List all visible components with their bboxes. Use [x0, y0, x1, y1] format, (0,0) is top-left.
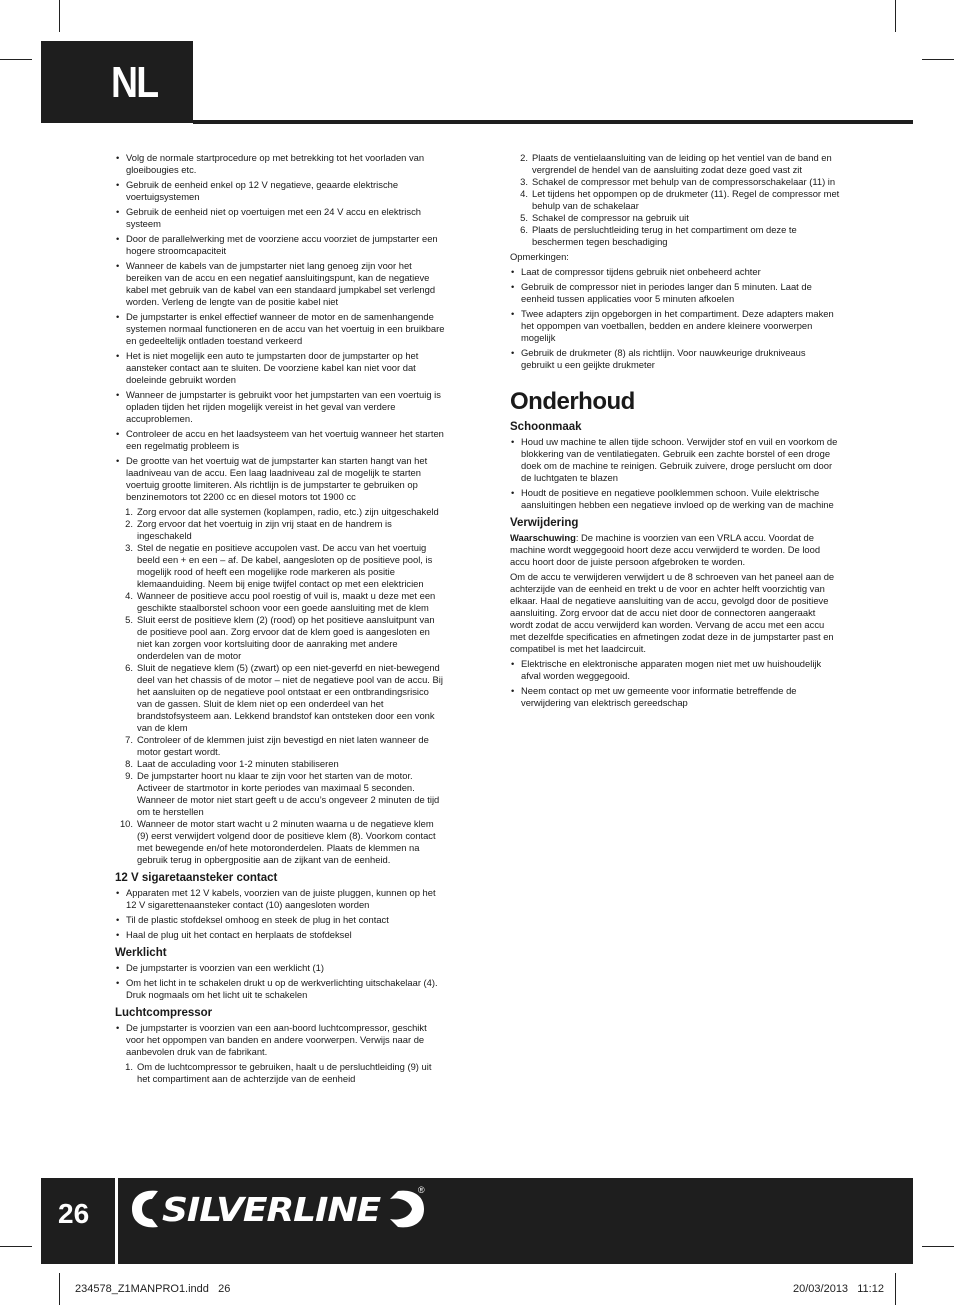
- list-item: • Laat de compressor tijdens gebruik niet onbeheerd achter: [510, 266, 840, 278]
- list-item: • Gebruik de compressor niet in periodes langer dan 5 minuten. Laat de eenheid tussen applicaties voor 5 minuten afkoelen: [510, 281, 840, 305]
- crop-mark: [922, 59, 954, 60]
- crop-mark: [59, 1273, 60, 1305]
- subheading-disposal: Verwijdering: [510, 517, 579, 529]
- list-item: • Door de parallelwerking met de voorziene accu voorziet de jumpstarter een hogere stroomcapaciteit: [115, 233, 445, 257]
- list-item: • Gebruik de eenheid niet op voertuigen met een 24 V accu en elektrisch systeem: [115, 206, 445, 230]
- crop-mark: [895, 0, 896, 32]
- remarks-bullets: [510, 266, 840, 371]
- list-item: • Het is niet mogelijk een auto te jumpstarten door de jumpstarter op het aansteker contact aan te sluiten. De voorziene kabel kan niet voor dat doeleinde gebruikt worden: [115, 350, 445, 386]
- list-item: • De jumpstarter is voorzien van een werklicht (1): [115, 962, 445, 974]
- date-info: 20/03/2013 11:12: [793, 1283, 884, 1295]
- list-item: 6. Plaats de persluchtleiding terug in het compartiment om deze te beschermen tegen beschadiging: [520, 224, 797, 247]
- list-item: 6. Sluit de negatieve klem (5) (zwart) op een niet-geverfd en niet-bewegend deel van het chassis of de motor – niet de negatieve pool van de accu. Bij het aansluiten op de negatieve pool ontstaat er een ontbrandingsrisico van de gassen. Sluit de klem niet op een onderdeel van het brandstofsysteem aan. Lekkend brandstof kan ontsteken door een vonk van de klem: [125, 662, 443, 733]
- file-info: 234578_Z1MANPRO1.indd 26: [75, 1283, 231, 1295]
- remarks-label: Opmerkingen:: [510, 251, 569, 262]
- subheading-air-compressor: Luchtcompressor: [115, 1007, 213, 1019]
- list-item: • Houdt de positieve en negatieve poolklemmen schoon. Vuile elektrische aansluitingen hebben een negatieve invloed op de werking van de machine: [510, 487, 840, 511]
- list-item: • De grootte van het voertuig wat de jumpstarter kan starten hangt van het laadniveau van de accu. Een laag laadniveau zal de mogelijk te starten voertuig grootte limiteren. Als richtlijn is de jumpstarter te gebruiken op benzinemotors tot 2200 cc en diesel motors tot 1900 cc: [115, 455, 445, 503]
- section-title-maintenance: Onderhoud: [510, 388, 635, 415]
- intro-bullets: [115, 152, 445, 503]
- crop-mark: [922, 1246, 954, 1247]
- list-item: 8. Laat de acculading voor 1-2 minuten stabiliseren: [125, 758, 339, 769]
- list-item: 3. Schakel de compressor met behulp van de compressorschakelaar (11) in: [520, 176, 836, 187]
- disposal-bullets: [510, 658, 840, 709]
- list-item: • Volg de normale startprocedure op met betrekking tot het voorladen van gloeibougies etc.: [115, 152, 445, 176]
- list-item: • De jumpstarter is enkel effectief wanneer de motor en de samenhangende systemen normaal functioneren en de accu van het voertuig in een bruikbare en gedeeltelijk ontladen toestand verkeerd: [115, 311, 445, 347]
- list-item: 2. Plaats de ventielaansluiting van de leiding op het ventiel van de band en vergrendel de hendel van de aansluiting zodat deze goed vast zit: [520, 152, 832, 175]
- list-item: • Gebruik de eenheid enkel op 12 V negatieve, geaarde elektrische voertuigsystemen: [115, 179, 445, 203]
- list-item: 4. Let tijdens het oppompen op de drukmeter (11). Regel de compressor met behulp van de schakelaar: [520, 188, 840, 211]
- list-item: 10. Wanneer de motor start wacht u 2 minuten waarna u de negatieve klem (9) eerst verwijdert volgend door de positieve klem (8). Voorkom contact met bewegende en/of hete motoronderdelen. Plaats de klemmen na gebruik terug in opbergpositie aan de zijkant van de eenheid.: [119, 818, 436, 865]
- list-item: • Haal de plug uit het contact en herplaats de stofdeksel: [115, 929, 445, 941]
- work-light-bullets: [115, 962, 445, 1001]
- cigarette-bullets: [115, 887, 445, 941]
- subheading-work-light: Werklicht: [115, 947, 167, 959]
- page-number: 26: [58, 1198, 90, 1229]
- subheading-cleaning: Schoonmaak: [510, 421, 582, 433]
- list-item: 1. Zorg ervoor dat alle systemen (koplampen, radio, etc.) zijn uitgeschakeld: [125, 506, 439, 517]
- list-item: • Neem contact op met uw gemeente voor informatie betreffende de verwijdering van elektrisch gereedschap: [510, 685, 840, 709]
- list-item: • Apparaten met 12 V kabels, voorzien van de juiste pluggen, kunnen op het 12 V sigarettenaansteker contact (10) aangesloten worden: [115, 887, 445, 911]
- subheading-cigarette-socket: 12 V sigaretaansteker contact: [115, 872, 278, 884]
- left-column: [115, 152, 445, 1088]
- list-item: 1. Om de luchtcompressor te gebruiken, haalt u de persluchtleiding (9) uit het compartiment aan de achterzijde van de eenheid: [125, 1061, 432, 1084]
- list-item: 9. De jumpstarter hoort nu klaar te zijn voor het starten van de motor. Activeer de startmotor in korte periodes van maximaal 5 seconden. Wanneer de motor niet start geeft u de accu’s ongeveer 2 minuten de tijd om te herstellen: [125, 770, 440, 817]
- right-column: [510, 152, 840, 712]
- list-item: • Om het licht in te schakelen drukt u op de werkverlichting uitschakelaar (4). Druk nogmaals om het licht uit te schakelen: [115, 977, 445, 1001]
- list-item: 3. Stel de negatie en positieve accupolen vast. De accu van het voertuig beeld een + en een – af. De kabel, aangesloten op de positieve pool, is mogelijk rood of heeft een mogelijke rode markeren als positie klemaanduiding. Neem bij enige twijfel contact op met een elektricien: [125, 542, 433, 589]
- registered-mark: ®: [418, 1185, 425, 1195]
- list-item: • Til de plastic stofdeksel omhoog en steek de plug in het contact: [115, 914, 445, 926]
- crop-mark: [0, 1246, 32, 1247]
- list-item: • Gebruik de drukmeter (8) als richtlijn. Voor nauwkeurige drukniveaus gebruikt u een geijkte drukmeter: [510, 347, 840, 371]
- list-item: • Houd uw machine te allen tijde schoon. Verwijder stof en vuil en voorkom de blokkering van de ventilatiegaten. Gebruik een zachte borstel of een droge doek om de machine te reinigen. Gebruik zuivere, droge perslucht om door de luchtgaten te blazen: [510, 436, 840, 484]
- silverline-logo: [128, 1183, 433, 1235]
- list-item: 2. Zorg ervoor dat het voertuig in zijn vrij staat en de handrem is ingeschakeld: [125, 518, 392, 541]
- warning-text: : De machine is voorzien van een VRLA accu. Voordat de machine wordt weggegooid hoort deze accu verwijderd te worden. De lood accu hoort door de juiste persoon afgebroken te worden.: [510, 532, 821, 567]
- crop-mark: [59, 0, 60, 32]
- compressor-steps: [510, 152, 840, 248]
- list-item: • Controleer de accu en het laadsysteem van het voertuig wanneer het starten een regelmatig probleem is: [115, 428, 445, 452]
- list-item: • Wanneer de jumpstarter is gebruikt voor het jumpstarten van een voertuig is opladen tijden het rijden mogelijk vereist in het geval van verdere accuproblemen.: [115, 389, 445, 425]
- list-item: • Twee adapters zijn opgeborgen in het compartiment. Deze adapters maken het oppompen van voetballen, bedden en andere kleinere voorwerpen mogelijk: [510, 308, 840, 344]
- language-tag: NL: [111, 58, 158, 107]
- warning-paragraph: [510, 532, 840, 568]
- list-item: • Wanneer de kabels van de jumpstarter niet lang genoeg zijn voor het bereiken van de accu en een negatief aansluitingspunt, kan de negatieve kabel met gebruik van de kabel van een standaard jumpkabel set verlengd worden. Verleng de lengte van de positie kabel niet: [115, 260, 445, 308]
- warning-label: Waarschuwing: [510, 532, 576, 543]
- list-item: 7. Controleer of de klemmen juist zijn bevestigd en niet laten wanneer de motor gestart wordt.: [125, 734, 429, 757]
- list-item: 4. Wanneer de positieve accu pool roestig of vuil is, maakt u deze met een geschikte staalborstel schoon voor een goede aansluiting met de klem: [125, 590, 436, 613]
- list-item: 5. Sluit eerst de positieve klem (2) (rood) op het positieve aansluitpunt van de positieve pool aan. Zorg ervoor dat de klem goed is aangesloten en niet kan zorgen voor kortsluiting door de aanraking met andere onderdelen van de motor: [125, 614, 435, 661]
- disposal-paragraph: Om de accu te verwijderen verwijdert u de 8 schroeven van het paneel aan de achterzijde van de eenheid en trekt u de voor en achter helft voorzichtig van elkaar. Haal de negatieve aansluiting van de accu, gevolgd door de positieve aansluiting. Zorg ervoor dat de accu niet door de connectoren aangeraakt wordt zodat de accu verwijderd kan worden. Vervang de accu met een accu met dezelfde specificaties en afmetingen zodat deze in de jumpstarter past en compatibel is met het laadcircuit.: [510, 571, 835, 654]
- crop-mark: [895, 1273, 896, 1305]
- list-item: 5. Schakel de compressor na gebruik uit: [520, 212, 689, 223]
- header-rule: [193, 120, 913, 124]
- crop-mark: [0, 59, 32, 60]
- air-compressor-steps: [115, 1061, 445, 1085]
- language-tag-box: [41, 41, 193, 123]
- svg-text:SILVERLINE: SILVERLINE: [162, 1190, 382, 1229]
- air-compressor-bullets: [115, 1022, 445, 1058]
- list-item: • De jumpstarter is voorzien van een aan-boord luchtcompressor, geschikt voor het oppompen van banden en andere voorwerpen. Verwijs naar de aanbevolen druk van de fabrikant.: [115, 1022, 445, 1058]
- list-item: • Elektrische en elektronische apparaten mogen niet met uw huishoudelijk afval worden weggegooid.: [510, 658, 840, 682]
- jumpstart-steps: [115, 506, 445, 866]
- footer-divider: [115, 1178, 118, 1264]
- cleaning-bullets: [510, 436, 840, 511]
